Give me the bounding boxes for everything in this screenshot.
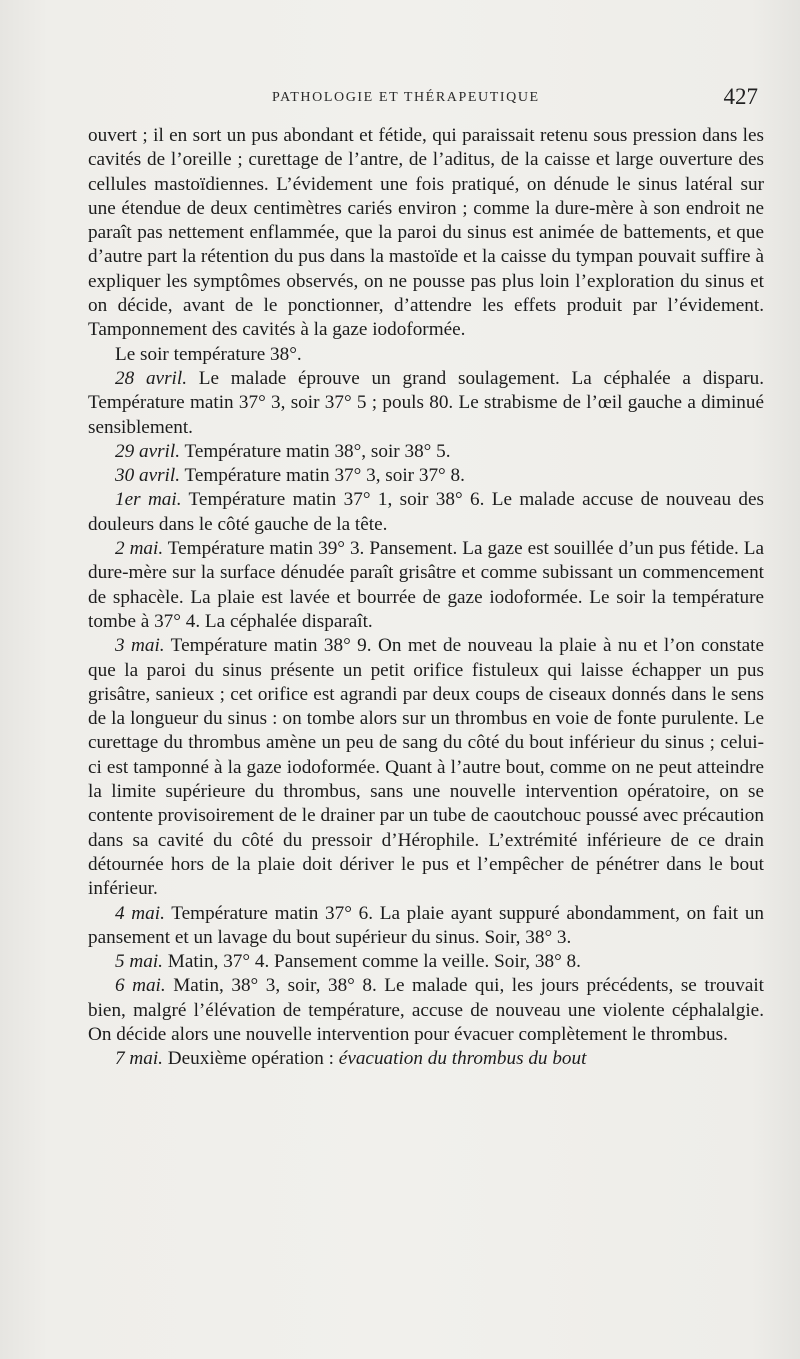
- date-label: 3 mai.: [115, 635, 165, 657]
- date-label: 28 avril.: [115, 367, 188, 389]
- date-label: 5 mai.: [115, 951, 163, 973]
- paragraph-30-avril: 30 avril. Température matin 37° 3, soir 37° 8.: [115, 465, 465, 487]
- paragraph-4-mai: 4 mai. Température matin 37° 6. La plaie ayant suppuré abondamment, on fait un pansement et un lavage du bout supérieur du sinus. Soir, 38° 3.: [88, 902, 765, 948]
- date-label: 7 mai.: [115, 1048, 163, 1070]
- date-label: 1er mai.: [115, 489, 182, 511]
- date-label: 6 mai.: [115, 975, 166, 997]
- paragraph-6-mai: 6 mai. Matin, 38° 3, soir, 38° 8. Le malade qui, les jours précédents, se trouvait bien, malgré l’élévation de température, accuse de nouveau une violente céphalalgie. On décide alors une nouvelle intervention pour évacuer complètement le thrombus.: [88, 975, 765, 1045]
- running-title: PATHOLOGIE ET THÉRAPEUTIQUE: [272, 90, 540, 105]
- paragraph-2-mai: 2 mai. Température matin 39° 3. Pansement. La gaze est souillée d’un pus fétide. La dure-mère sur la surface dénudée paraît grisâtre et comme subissant un commencement de sphacèle. La plaie est lavée et bourrée de gaze iodoformée. Le soir la température tombe à 37° 4. La céphalée disparaît.: [88, 538, 765, 632]
- date-label: 30 avril.: [115, 465, 181, 487]
- emphasis-text: évacuation du thrombus du bout: [338, 1048, 587, 1070]
- paragraph-3-mai: 3 mai. Température matin 38° 9. On met de nouveau la plaie à nu et l’on constate que la paroi du sinus présente un petit orifice fistuleux qui laisse échapper un pus grisâtre, sanieux ; cet orifice est agrandi par deux coups de ciseaux donnés dans le sens de la longueur du sinus : on tombe alors sur un thrombus en voie de fonte purulente. Le curettage du thrombus amène un peu de sang du côté du bout inférieur du sinus ; celui-ci est tamponné à la gaze iodoformée. Quant à l’autre bout, comme on ne peut atteindre la limite supérieure du thrombus, sans une nouvelle intervention opératoire, on se contente provisoirement de le drainer par un tube de caoutchouc poussé avec précaution dans sa cavité du côté du pressoir d’Hérophile. L’extrémité inférieure de ce drain détournée hors de la plaie doit dériver le pus et l’empêcher de pénétrer dans le bout inférieur.: [88, 635, 765, 900]
- paragraph-evening-temperature: Le soir température 38°.: [115, 343, 302, 365]
- page-number: 427: [723, 84, 758, 109]
- date-label: 29 avril.: [115, 440, 181, 462]
- paragraph-5-mai: 5 mai. Matin, 37° 4. Pansement comme la veille. Soir, 38° 8.: [115, 951, 581, 973]
- paragraph-28-avril: 28 avril. Le malade éprouve un grand soulagement. La céphalée a disparu. Température matin 37° 3, soir 37° 5 ; pouls 80. Le strabisme de l’œil gauche a diminué sensiblement.: [88, 367, 765, 438]
- page-header: [88, 86, 758, 114]
- date-label: 4 mai.: [115, 902, 165, 924]
- paragraph-opening: ouvert ; il en sort un pus abondant et fétide, qui paraissait retenu sous pression dans les cavités de l’oreille ; curettage de l’antre, de l’aditus, de la caisse et large ouverture des cellules mastoïdiennes. L’évidement une fois pratiqué, on dénude le sinus latéral sur une étendue de deux centimètres cariés environ ; comme la dure-mère à son endroit ne paraît pas nettement enflammée, que la paroi du sinus est animée de battements, et que d’autre part la rétention du pus dans la mastoïde et la caisse du tympan pouvait suffire à expliquer les symptômes observés, on ne pousse pas plus loin l’exploration du sinus et on décide, avant de le ponctionner, d’attendre les effets produit par l’évidement. Tamponnement des cavités à la gaze iodoformée.: [88, 125, 764, 341]
- paragraph-7-mai: 7 mai. Deuxième opération : évacuation du thrombus du bout: [115, 1048, 587, 1070]
- paragraph-29-avril: 29 avril. Température matin 38°, soir 38° 5.: [115, 440, 451, 462]
- paragraph-1er-mai: 1er mai. Température matin 37° 1, soir 38° 6. Le malade accuse de nouveau des douleurs dans le côté gauche de la tête.: [88, 489, 764, 535]
- date-label: 2 mai.: [115, 538, 164, 560]
- body-text: [88, 124, 764, 1072]
